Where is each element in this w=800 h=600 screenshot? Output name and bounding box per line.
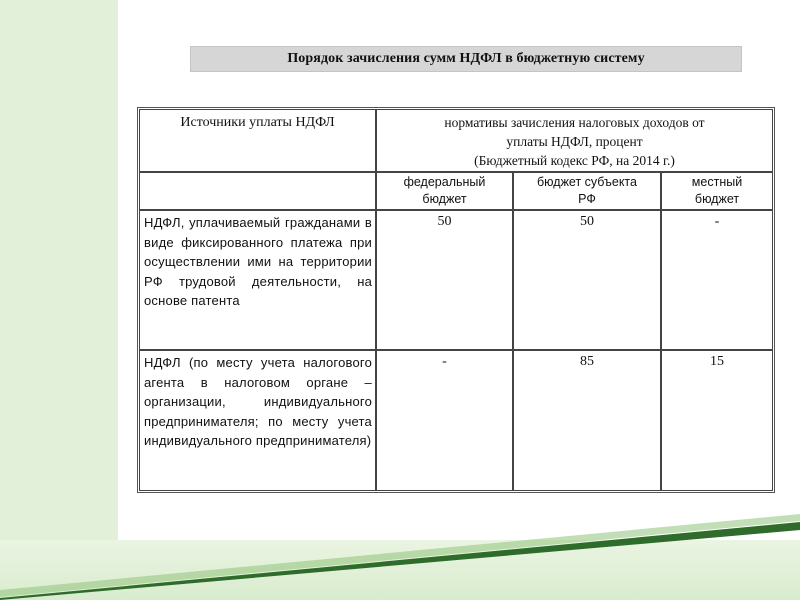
subheader-federal	[376, 172, 513, 210]
title-bar	[190, 46, 742, 72]
header-norms	[376, 109, 773, 172]
subheader-local	[661, 172, 773, 210]
subheader-local-label: местный бюджет	[691, 175, 743, 206]
table-row-1-subject	[513, 210, 661, 350]
table-row-2-source	[139, 350, 376, 491]
table-row-2-subject	[513, 350, 661, 491]
header-norms-line2: уплаты НДФЛ, процент	[506, 134, 643, 149]
subheader-subject-label: бюджет субъекта РФ	[537, 175, 637, 206]
table-row-1-local	[661, 210, 773, 350]
table-row-1-federal	[376, 210, 513, 350]
table-row-2-federal	[376, 350, 513, 491]
row-2-subject-value: 85	[580, 354, 594, 369]
row-1-source-text: НДФЛ, уплачиваемый гражданами в виде фиксированного платежа при осуществлении ими на территории РФ трудовой деятельности, на основе патента	[144, 215, 372, 308]
row-1-federal-value: 50	[437, 214, 452, 229]
row-1-local-value: -	[714, 214, 720, 229]
subheader-federal-label: федеральный бюджет	[403, 175, 486, 206]
subheader-subject	[513, 172, 661, 210]
table-row-1-source	[139, 210, 376, 350]
slide-title: Порядок зачисления сумм НДФЛ в бюджетную систему	[287, 51, 645, 66]
row-2-federal-value: -	[442, 354, 447, 369]
header-norms-line3: (Бюджетный кодекс РФ, на 2014 г.)	[474, 153, 675, 168]
row-2-local-value: 15	[710, 354, 724, 369]
bottom-band	[0, 540, 800, 600]
header-source-label: Источники уплаты НДФЛ	[180, 115, 335, 130]
header-source-empty	[139, 172, 376, 210]
header-source	[139, 109, 376, 172]
header-norms-line1: нормативы зачисления налоговых доходов от	[444, 115, 705, 130]
row-2-source-text: НДФЛ (по месту учета налогового агента в налоговом органе – организации, индивидуального предпринимателя; по месту учета индивидуального предпринимателя)	[144, 355, 372, 448]
row-1-subject-value: 50	[580, 214, 594, 229]
ndfl-table	[137, 107, 775, 493]
table-row-2-local	[661, 350, 773, 491]
